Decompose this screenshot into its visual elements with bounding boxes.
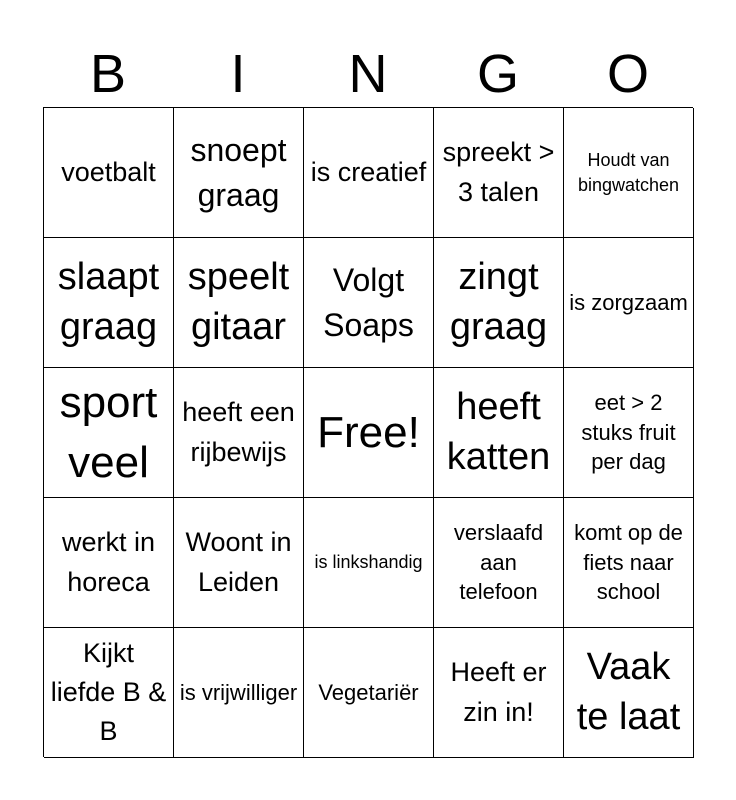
bingo-cell[interactable] [564,108,694,238]
bingo-cell[interactable] [564,368,694,498]
bingo-header [43,40,693,108]
bingo-cell[interactable] [44,628,174,758]
bingo-cell[interactable] [564,498,694,628]
cell-text: is zorgzaam [569,289,688,315]
cell-text: snoept graag [190,131,287,213]
cell-text: is vrijwilliger [179,679,298,705]
cell-text: werkt in horeca [61,527,156,597]
bingo-cell[interactable] [304,108,434,238]
cell-text: sport veel [59,378,158,487]
bingo-cell[interactable] [174,498,304,628]
cell-text: voetbalt [61,156,156,187]
header-letter-o: O [606,44,649,104]
free-space[interactable] [304,368,434,498]
cell-text: is linkshandig [314,552,423,573]
header-letter-i: I [230,44,246,104]
header-letter-n: N [348,44,388,104]
bingo-cell[interactable] [304,498,434,628]
bingo-cell[interactable] [304,238,434,368]
cell-text: Vegetariër [318,679,419,705]
bingo-cell[interactable] [174,368,304,498]
bingo-cell[interactable] [434,238,564,368]
cell-text: komt op de fiets naar school [574,519,683,605]
bingo-cell[interactable] [564,628,694,758]
cell-text: spreekt > 3 talen [442,137,555,207]
bingo-cell[interactable] [434,368,564,498]
bingo-cell[interactable] [564,238,694,368]
cell-text: Volgt Soaps [323,261,414,343]
cell-text: Woont in Leiden [185,527,292,597]
header-letter-g: G [476,44,519,104]
bingo-cell[interactable] [44,108,174,238]
cell-text: is creatief [310,156,427,187]
cell-text: Houdt van bingwatchen [577,150,680,195]
bingo-cell[interactable] [174,238,304,368]
bingo-cell[interactable] [174,108,304,238]
bingo-cell[interactable] [434,498,564,628]
bingo-cell[interactable] [434,628,564,758]
cell-text: eet > 2 stuks fruit per dag [581,389,676,475]
bingo-cell[interactable] [44,238,174,368]
bingo-cell[interactable] [44,368,174,498]
cell-text: Vaak te laat [576,646,681,738]
cell-text: Heeft er zin in! [450,657,547,727]
bingo-cell[interactable] [174,628,304,758]
cell-text: slaapt graag [57,256,160,348]
bingo-cell[interactable] [44,498,174,628]
bingo-cell[interactable] [304,628,434,758]
cell-text: Free! [317,407,420,457]
cell-text: verslaafd aan telefoon [453,519,544,605]
cell-text: speelt gitaar [187,256,290,348]
cell-text: heeft een rijbewijs [182,397,295,467]
cell-text: zingt graag [449,256,548,348]
header-letter-b: B [89,44,127,104]
cell-text: heeft katten [446,386,551,478]
bingo-cell[interactable] [434,108,564,238]
bingo-board [43,107,693,757]
cell-text: Kijkt liefde B & B [50,637,167,747]
